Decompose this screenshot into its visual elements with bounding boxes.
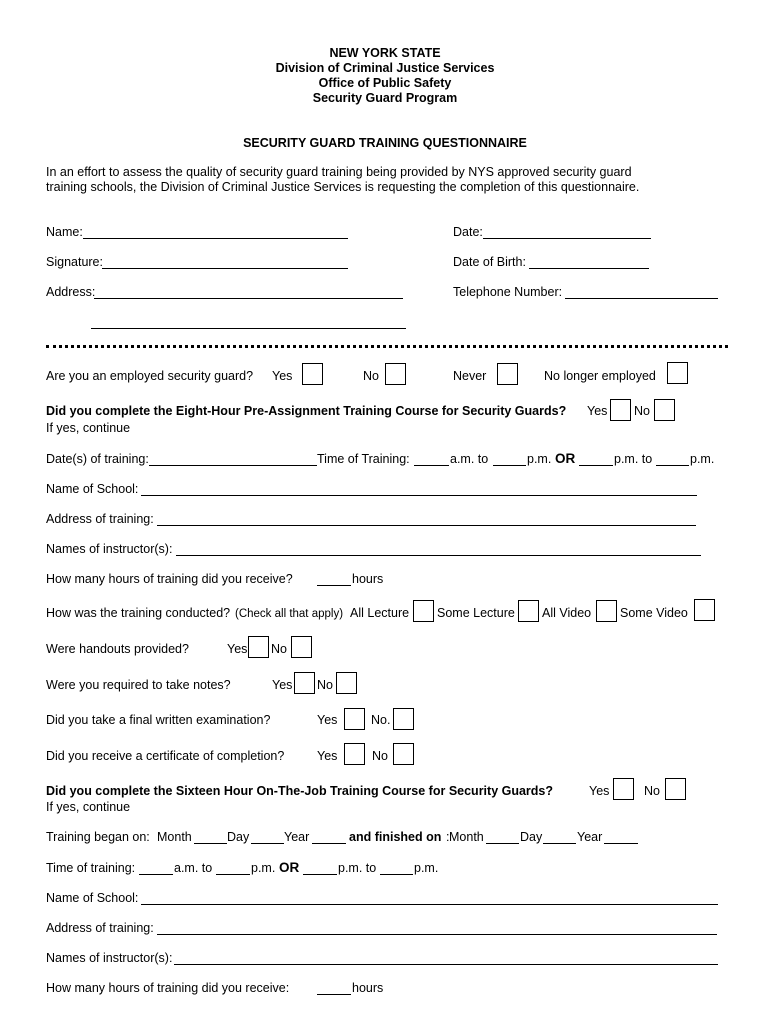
certificate-yes-label: Yes — [317, 749, 338, 763]
all-lecture-label: All Lecture — [350, 606, 410, 620]
finished-year-label: Year — [577, 830, 603, 844]
training-address-label: Address of training: — [46, 512, 154, 526]
phone-field[interactable] — [565, 298, 718, 299]
date-field[interactable] — [483, 238, 651, 239]
employment-question: Are you an employed security guard? — [46, 369, 254, 383]
began-month-label: Month — [157, 830, 192, 844]
sixteen-time-end-field[interactable] — [216, 874, 250, 875]
certificate-question: Did you receive a certificate of completion? — [46, 749, 285, 763]
school-name-field[interactable] — [141, 495, 697, 496]
sixteen-pm: p.m. — [251, 861, 276, 875]
training-time-end-field[interactable] — [493, 465, 526, 466]
some-lecture-checkbox[interactable] — [518, 600, 539, 622]
instructors-field[interactable] — [176, 555, 701, 556]
handouts-question: Were handouts provided? — [46, 642, 189, 656]
handouts-no-checkbox[interactable] — [291, 636, 312, 658]
employment-never-label: Never — [453, 369, 487, 383]
notes-question: Were you required to take notes? — [46, 678, 231, 692]
exam-yes-label: Yes — [317, 713, 338, 727]
hours-field[interactable] — [317, 585, 351, 586]
agency-division: Division of Criminal Justice Services — [275, 61, 495, 75]
form-title: SECURITY GUARD TRAINING QUESTIONNAIRE — [243, 136, 527, 150]
sixteen-instructors-label: Names of instructor(s): — [46, 951, 173, 965]
address-field[interactable] — [94, 298, 403, 299]
all-video-label: All Video — [542, 606, 592, 620]
employment-no-label: No — [363, 369, 379, 383]
employment-no-checkbox[interactable] — [385, 363, 406, 385]
school-name-label: Name of School: — [46, 482, 139, 496]
training-address-field[interactable] — [157, 525, 696, 526]
eight-hour-no-checkbox[interactable] — [654, 399, 675, 421]
phone-label: Telephone Number: — [453, 285, 563, 299]
all-video-checkbox[interactable] — [596, 600, 617, 622]
training-pm: p.m. — [527, 452, 552, 466]
conducted-note: (Check all that apply) — [235, 608, 344, 620]
certificate-no-checkbox[interactable] — [393, 743, 414, 765]
sixteen-alt-start-field[interactable] — [303, 874, 337, 875]
eight-hour-no-label: No — [634, 404, 650, 418]
finished-day-label: Day — [520, 830, 543, 844]
training-alt-start-field[interactable] — [579, 465, 613, 466]
all-lecture-checkbox[interactable] — [413, 600, 434, 622]
agency-office: Office of Public Safety — [318, 76, 452, 90]
began-year-label: Year — [284, 830, 310, 844]
some-video-checkbox[interactable] — [694, 599, 715, 621]
finished-month-field[interactable] — [486, 843, 519, 844]
sixteen-address-label: Address of training: — [46, 921, 154, 935]
eight-hour-yes-label: Yes — [587, 404, 608, 418]
sixteen-hour-if-yes: If yes, continue — [46, 800, 131, 814]
began-day-field[interactable] — [251, 843, 284, 844]
exam-question: Did you take a final written examination? — [46, 713, 271, 727]
notes-yes-label: Yes — [272, 678, 293, 692]
notes-no-label: No — [317, 678, 333, 692]
sixteen-hours-field[interactable] — [317, 994, 351, 995]
certificate-yes-checkbox[interactable] — [344, 743, 365, 765]
notes-yes-checkbox[interactable] — [294, 672, 315, 694]
exam-no-checkbox[interactable] — [393, 708, 414, 730]
sixteen-instructors-field[interactable] — [174, 964, 718, 965]
training-time-start-field[interactable] — [414, 465, 449, 466]
section-divider — [46, 345, 728, 348]
handouts-yes-label: Yes — [227, 642, 248, 656]
conducted-question: How was the training conducted? — [46, 606, 231, 620]
handouts-yes-checkbox[interactable] — [248, 636, 269, 658]
sixteen-time-label: Time of training: — [46, 861, 136, 875]
sixteen-hour-yes-label: Yes — [589, 784, 610, 798]
signature-field[interactable] — [102, 268, 348, 269]
exam-yes-checkbox[interactable] — [344, 708, 365, 730]
agency-program: Security Guard Program — [312, 91, 458, 105]
intro-text-line2: training schools, the Division of Criminal Justice Services is requesting the completion of this questionnaire. — [46, 180, 640, 194]
name-field[interactable] — [83, 238, 348, 239]
dob-label: Date of Birth: — [453, 255, 526, 269]
finished-month-label: Month — [449, 830, 484, 844]
began-year-field[interactable] — [312, 843, 346, 844]
finished-year-field[interactable] — [604, 843, 638, 844]
training-pm-to: p.m. to — [614, 452, 653, 466]
instructors-label: Names of instructor(s): — [46, 542, 173, 556]
began-day-label: Day — [227, 830, 250, 844]
finished-day-field[interactable] — [543, 843, 576, 844]
training-am-to: a.m. to — [450, 452, 489, 466]
finished-colon: : — [446, 830, 450, 844]
exam-no-label: No. — [371, 713, 391, 727]
training-alt-end-field[interactable] — [656, 465, 689, 466]
date-label: Date: — [453, 225, 483, 239]
sixteen-alt-end-field[interactable] — [380, 874, 413, 875]
signature-label: Signature: — [46, 255, 103, 269]
eight-hour-yes-checkbox[interactable] — [610, 399, 631, 421]
handouts-no-label: No — [271, 642, 287, 656]
notes-no-checkbox[interactable] — [336, 672, 357, 694]
sixteen-hour-question: Did you complete the Sixteen Hour On-The-Job Training Course for Security Guards? — [46, 784, 554, 798]
sixteen-pm-to: p.m. to — [338, 861, 377, 875]
sixteen-school-field[interactable] — [141, 904, 718, 905]
hours-unit: hours — [352, 572, 384, 586]
training-dates-field[interactable] — [149, 465, 317, 466]
sixteen-school-label: Name of School: — [46, 891, 139, 905]
name-label: Name: — [46, 225, 83, 239]
certificate-no-label: No — [372, 749, 388, 763]
sixteen-time-start-field[interactable] — [139, 874, 173, 875]
employment-yes-checkbox[interactable] — [302, 363, 323, 385]
training-time-label: Time of Training: — [317, 452, 410, 466]
some-video-label: Some Video — [620, 606, 688, 620]
address-label: Address: — [46, 285, 96, 299]
eight-hour-question: Did you complete the Eight-Hour Pre-Assignment Training Course for Security Guards? — [46, 404, 567, 418]
began-label: Training began on: — [46, 830, 150, 844]
employment-no-longer-label: No longer employed — [544, 369, 656, 383]
training-or: OR — [555, 451, 576, 466]
sixteen-hour-yes-checkbox[interactable] — [613, 778, 634, 800]
sixteen-am-to: a.m. to — [174, 861, 213, 875]
sixteen-hours-unit: hours — [352, 981, 384, 995]
training-dates-label: Date(s) of training: — [46, 452, 149, 466]
eight-hour-if-yes: If yes, continue — [46, 421, 131, 435]
agency-state: NEW YORK STATE — [329, 46, 441, 60]
address-field-line2[interactable] — [91, 328, 406, 329]
sixteen-hour-no-label: No — [644, 784, 660, 798]
sixteen-hours-question: How many hours of training did you receive: — [46, 981, 290, 995]
sixteen-address-field[interactable] — [157, 934, 717, 935]
sixteen-or: OR — [279, 860, 300, 875]
some-lecture-label: Some Lecture — [437, 606, 515, 620]
training-pm-end: p.m. — [690, 452, 715, 466]
sixteen-hour-no-checkbox[interactable] — [665, 778, 686, 800]
employment-never-checkbox[interactable] — [497, 363, 518, 385]
sixteen-pm-end: p.m. — [414, 861, 439, 875]
hours-question: How many hours of training did you receive? — [46, 572, 293, 586]
began-month-field[interactable] — [194, 843, 227, 844]
employment-no-longer-checkbox[interactable] — [667, 362, 688, 384]
intro-text-line1: In an effort to assess the quality of security guard training being provided by NYS approved security guard — [46, 165, 632, 179]
dob-field[interactable] — [529, 268, 649, 269]
employment-yes-label: Yes — [272, 369, 293, 383]
finished-on-label: and finished on — [349, 830, 442, 844]
